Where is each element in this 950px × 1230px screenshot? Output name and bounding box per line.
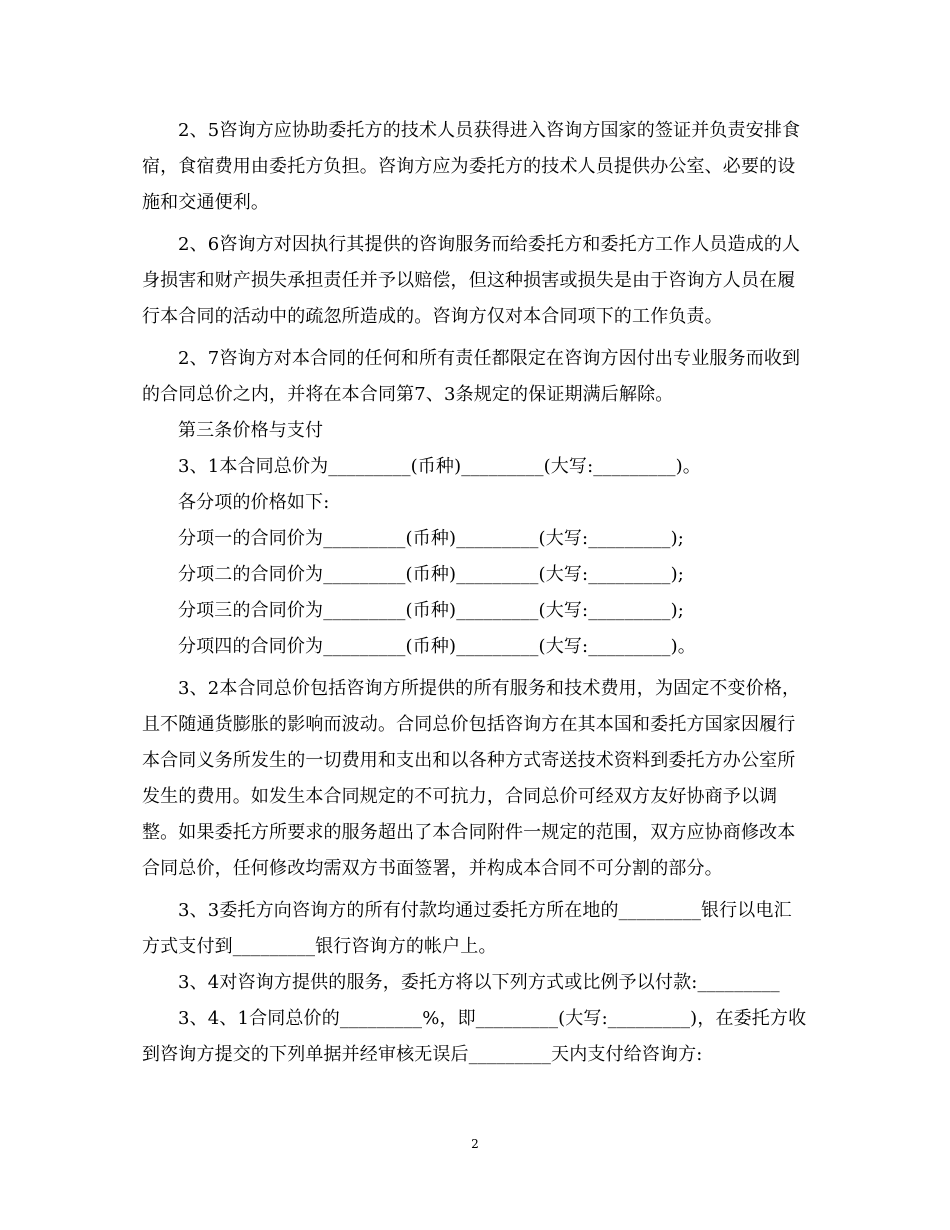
subitem-price-3: 分项三的合同价为_________(币种)_________(大写:_________); xyxy=(178,600,684,621)
clause-2-5: 2、5咨询方应协助委托方的技术人员获得进入咨询方国家的签证并负责安排食宿，食宿费用由委托方负担。咨询方应为委托方的技术人员提供办公室、必要的设施和交通便利。 xyxy=(142,120,801,213)
clause-2-6: 2、6咨询方对因执行其提供的咨询服务而给委托方和委托方工作人员造成的人身损害和财产损失承担责任并予以赔偿，但这种损害或损失是由于咨询方人员在履行本合同的活动中的疏忽所造成的。咨询方仅对本合同项下的工作负责。 xyxy=(142,234,801,327)
clause-3-4-1: 3、4、1合同总价的_________%，即_________(大写:_________)，在委托方收到咨询方提交的下列单据并经审核无误后_________天内支付给咨询方: xyxy=(142,1008,807,1065)
clause-3-2: 3、2本合同总价包括咨询方所提供的所有服务和技术费用，为固定不变价格，且不随通货膨胀的影响而波动。合同总价包括咨询方在其本国和委托方国家因履行本合同义务所发生的一切费用和支出和以各种方式寄送技术资料到委托方办公室所发生的费用。如发生本合同规定的不可抗力，合同总价可经双方友好协商予以调整。如果委托方所要求的服务超出了本合同附件一规定的范围，双方应协商修改本合同总价，任何修改均需双方书面签署，并构成本合同不可分割的部分。 xyxy=(142,678,801,879)
clause-2-7: 2、7咨询方对本合同的任何和所有责任都限定在咨询方因付出专业服务而收到的合同总价之内，并将在本合同第7、3条规定的保证期满后解除。 xyxy=(142,348,801,405)
clause-3-1: 3、1本合同总价为_________(币种)_________(大写:_________)。 xyxy=(178,456,701,477)
subitem-price-2: 分项二的合同价为_________(币种)_________(大写:_________); xyxy=(178,564,684,585)
document-body xyxy=(142,113,807,1073)
clause-3-4: 3、4对咨询方提供的服务，委托方将以下列方式或比例予以付款:_________ xyxy=(178,972,780,993)
subitem-price-4: 分项四的合同价为_________(币种)_________(大写:_________)。 xyxy=(178,636,696,657)
clause-3-3: 3、3委托方向咨询方的所有付款均通过委托方所在地的_________银行以电汇方式支付到_________银行咨询方的帐户上。 xyxy=(142,900,792,957)
article-3-heading: 第三条价格与支付 xyxy=(178,420,324,441)
subitem-price-intro: 各分项的价格如下: xyxy=(178,492,330,513)
subitem-price-1: 分项一的合同价为_________(币种)_________(大写:_________); xyxy=(178,528,684,549)
page-number: 2 xyxy=(471,1137,479,1151)
